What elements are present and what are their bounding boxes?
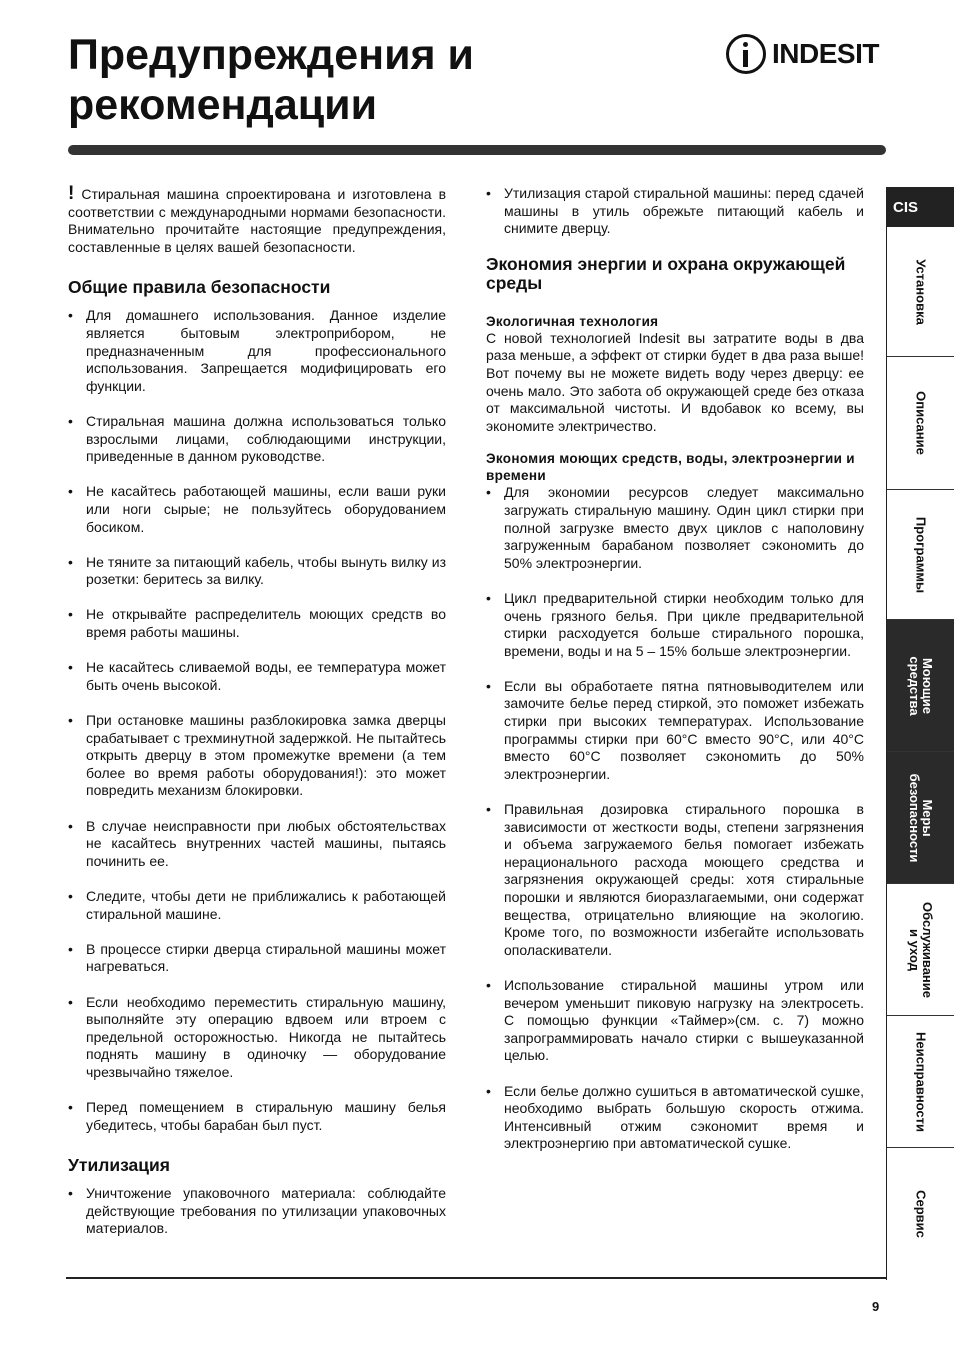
tab-detergents[interactable] [887, 620, 954, 752]
tab-troubleshooting[interactable] [887, 1016, 954, 1148]
saving-list [486, 484, 864, 1153]
tab-label: Неисправности [913, 1031, 928, 1132]
brand-logo [726, 32, 896, 76]
tab-label: Моющие средства [906, 655, 935, 716]
list-item: • В процессе стирки дверца стиральной машины может нагреваться. [68, 941, 446, 976]
safety-list [68, 307, 446, 1134]
list-item: • Правильная дозировка стирального порошка в зависимости от жесткости воды, степени загрязнения и объема загружаемого белья помогает избежать нерационального расхода моющего средства и загрязнения окружающей среды: хотя стиральные порошки и являются биоразлагаемыми, они содержат вещества, отрицательно влияющие на экологию. Кроме того, по возможности избегайте использовать ополаскиватели. [486, 801, 864, 959]
warning-icon: ! [68, 183, 75, 204]
tab-label: Описание [913, 391, 928, 455]
list-item: • Не касайтесь работающей машины, если ваши руки или ноги сырые; не пользуйтесь оборудованием босиком. [68, 483, 446, 536]
tab-installation[interactable] [887, 227, 954, 357]
brand-name: INDESIT [772, 38, 879, 69]
list-item: • При остановке машины разблокировка замка дверцы срабатывает с трехминутной задержкой. Не пытайтесь открыть дверцу в этом промежутке времени (а тем более во время работы оборудования!): это может повредить механизм блокировки. [68, 712, 446, 800]
footer-divider [66, 1277, 886, 1279]
header-divider [68, 145, 886, 155]
right-column [486, 185, 864, 1153]
list-item: • Стиральная машина должна использоваться только взрослыми лицами, соблюдающими инструкции, приведенные в данном руководстве. [68, 413, 446, 466]
list-item: • Если вы обработаете пятна пятновыводителем или замочите белье перед стиркой, это поможет избежать стирки при высоких температурах. Использование программы стирки при 60°C вместо 90°C, или 40°C вместо 60°C позволяет сэкономить до 50% электроэнергии. [486, 678, 864, 784]
intro-paragraph [68, 185, 446, 256]
safety-heading: Общие правила безопасности [68, 277, 331, 298]
list-item: • Если белье должно сушиться в автоматической сушке, необходимо выбрать большую скорость отжима. Интенсивный отжим сэкономит время и электроэнергию при автоматической сушке. [486, 1083, 864, 1153]
tab-service[interactable] [887, 1148, 954, 1280]
page-title: Предупреждения и рекомендации [68, 31, 474, 129]
tab-label: Сервис [913, 1190, 928, 1238]
list-item: • Уничтожение упаковочного материала: соблюдайте действующие требования по утилизации упаковочных материалов. [68, 1185, 446, 1238]
page-number: 9 [872, 1299, 880, 1314]
indesit-logo-icon [726, 34, 766, 74]
disposal-list-continued [486, 185, 864, 238]
list-item: • Если необходимо переместить стиральную машину, выполняйте эту операцию вдвоем или втроем с предельной осторожностью. Никогда не пытайтесь поднять машину в одиночку — оборудование чрезвычайно тяжелое. [68, 994, 446, 1082]
list-item: • Для экономии ресурсов следует максимально загружать стиральную машину. Один цикл стирки при полной загрузке вместо двух циклов с наполовину загруженным барабаном позволяет сэкономить до 50% электроэнергии. [486, 484, 864, 572]
saving-heading: Экономия моющих средств, воды, электроэнергии и времени [486, 451, 855, 484]
energy-heading: Экономия энергии и охрана окружающей среды [486, 253, 846, 293]
tab-description[interactable] [887, 357, 954, 490]
list-item: • Утилизация старой стиральной машины: перед сдачей машины в утиль обрежьте питающий кабель и снимите дверцу. [486, 185, 864, 238]
list-item: • В случае неисправности при любых обстоятельствах не касайтесь внутренних частей машины, пытаясь починить ее. [68, 818, 446, 871]
left-column [68, 185, 446, 1238]
section-tabs [886, 187, 954, 1280]
list-item: • Цикл предварительной стирки необходим только для очень грязного белья. При цикле предварительной стирки расходуется больше стирального порошка, времени, воды и на 5 – 15% больше электроэнергии. [486, 590, 864, 660]
disposal-heading: Утилизация [68, 1155, 171, 1176]
tab-label: Установка [913, 258, 928, 325]
list-item: • Использование стиральной машины утром или вечером уменьшит пиковую нагрузку на электросеть. С помощью функции «Таймер»(см. с. 7) можно запрограммировать начало стирки с вышеуказанной целью. [486, 977, 864, 1065]
list-item: • Не тяните за питающий кабель, чтобы вынуть вилку из розетки: беритесь за вилку. [68, 554, 446, 589]
list-item: • Не касайтесь сливаемой воды, ее температура может быть очень высокой. [68, 659, 446, 694]
tab-cis[interactable]: CIS [887, 187, 954, 227]
list-item: • Следите, чтобы дети не приближались к работающей стиральной машине. [68, 888, 446, 923]
list-item: • Перед помещением в стиральную машину белья убедитесь, чтобы барабан был пуст. [68, 1099, 446, 1134]
tab-label: Программы [913, 516, 928, 593]
disposal-list [68, 1185, 446, 1238]
tab-programs[interactable] [887, 490, 954, 620]
list-item: • Для домашнего использования. Данное изделие является бытовым электроприбором, не предназначенным для профессионального использования. Запрещается модифицировать его функции. [68, 307, 446, 395]
tab-label: Меры безопасности [906, 773, 935, 862]
tab-label: Обслуживание и уход [906, 901, 935, 998]
tab-maintenance[interactable] [887, 884, 954, 1016]
intro-text: Стиральная машина спроектирована и изготовлена в соответствии с международными нормами безопасности. Внимательно прочитайте настоящие предупреждения, составленные в целях вашей безопасности. [68, 186, 447, 255]
eco-paragraph: С новой технологией Indesit вы затратите воды в два раза меньше, а эффект от стирки будет в два раза выше! Вот почему вы не можете видеть воду через дверцу: ее очень мало. Это забота об окружающей среде без отказа от максимальной чистоты. И вдобавок ко всему, вы экономите электричество. [486, 329, 864, 434]
list-item: • Не открывайте распределитель моющих средств во время работы машины. [68, 606, 446, 641]
tab-safety[interactable] [887, 752, 954, 884]
eco-heading: Экологичная технология [486, 313, 659, 329]
